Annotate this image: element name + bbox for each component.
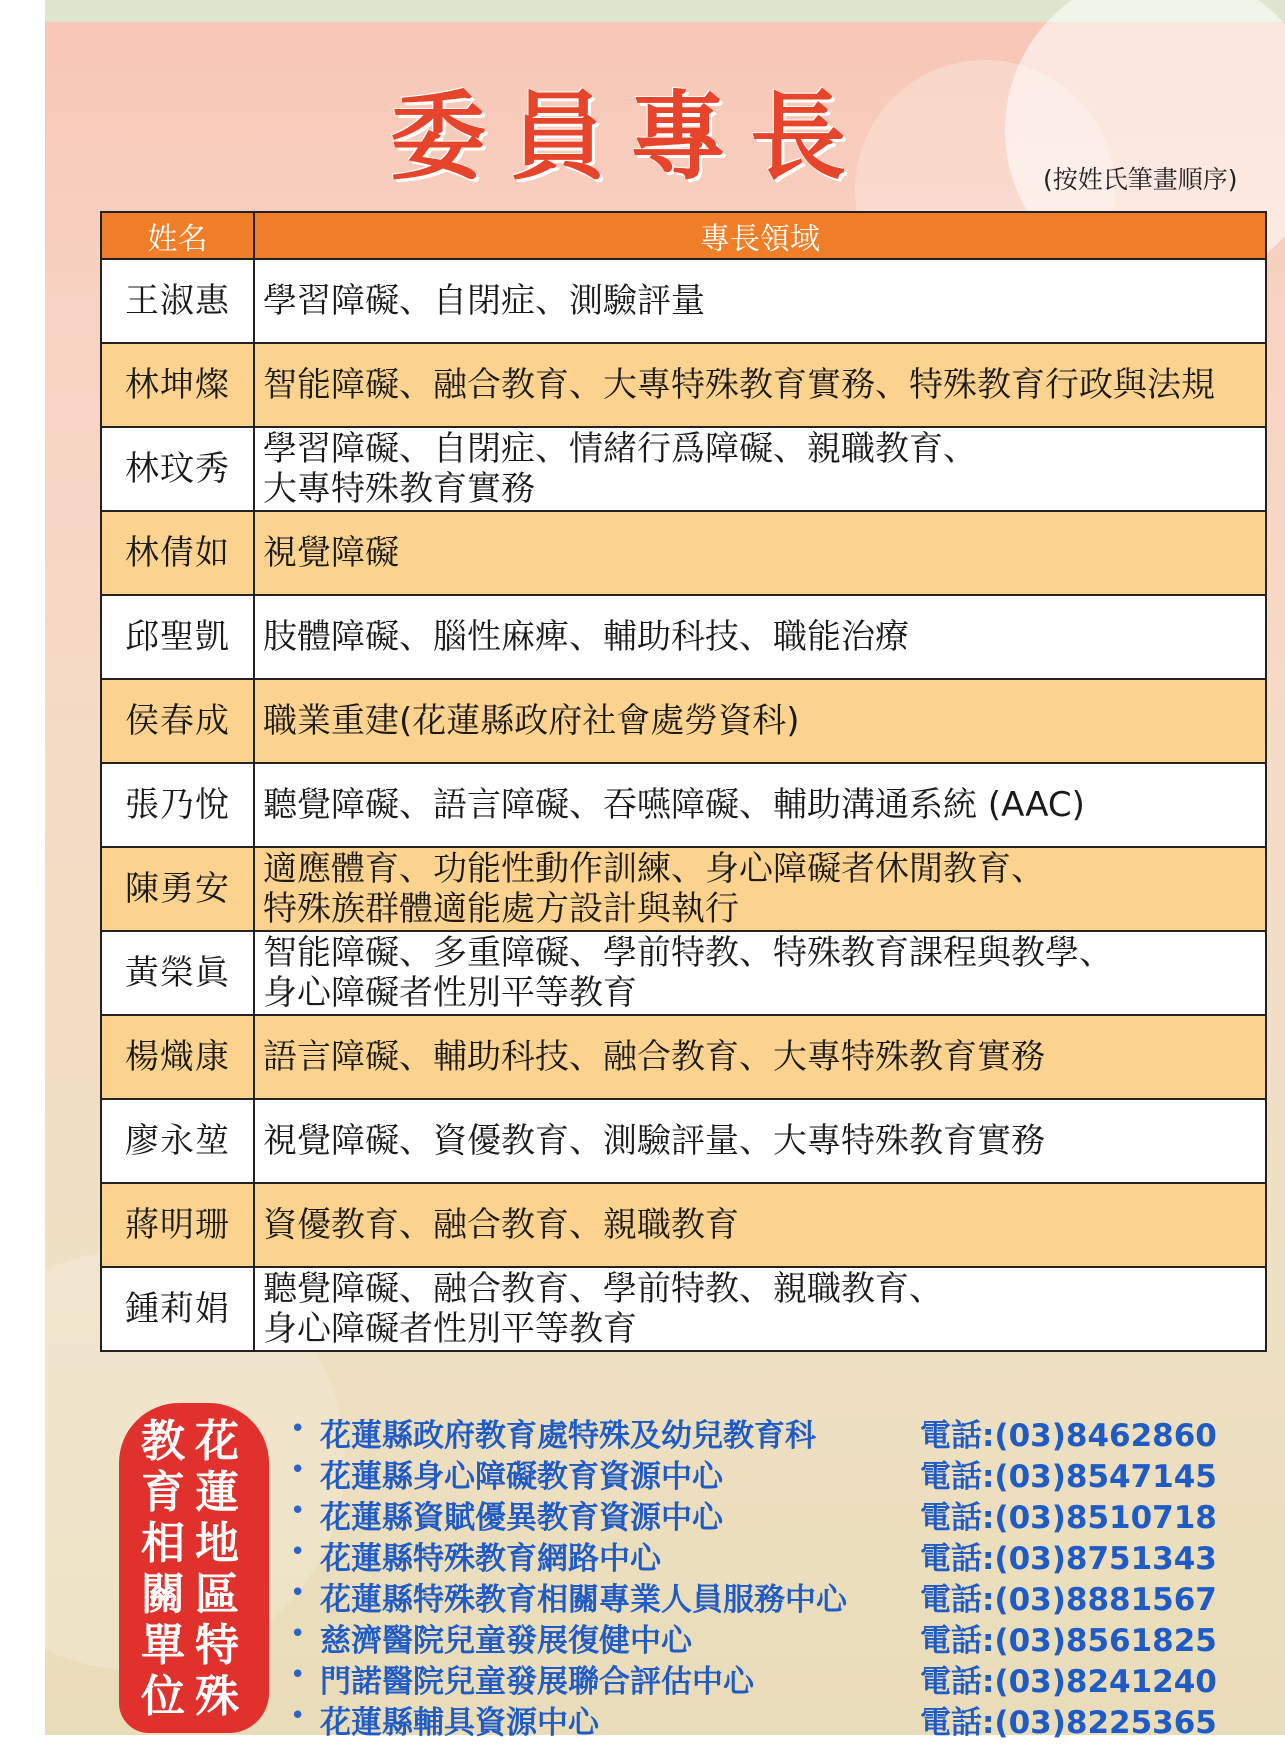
table-row (101, 1015, 1266, 1099)
expertise-line: 聽覺障礙、融合教育、學前特教、親職教育、 (263, 1269, 943, 1309)
member-expertise (254, 259, 1266, 343)
unit-phone: 電話:(03)8462860 (920, 1418, 1217, 1454)
page-title: 委員專長 (390, 81, 870, 193)
member-name: 楊熾康 (101, 1015, 254, 1099)
unit-name: 花蓮縣特殊教育相關專業人員服務中心 (320, 1582, 847, 1618)
list-item (290, 1410, 1280, 1454)
bullet-icon: • (290, 1701, 306, 1731)
unit-name: 花蓮縣資賦優異教育資源中心 (320, 1500, 723, 1536)
unit-list (290, 1410, 1280, 1741)
member-expertise (254, 511, 1266, 595)
table-row (101, 1183, 1266, 1267)
unit-name: 門諾醫院兒童發展聯合評估中心 (320, 1664, 754, 1700)
column-header-expertise: 專長領域 (254, 212, 1266, 259)
expertise-line: 適應體育、功能性動作訓練、身心障礙者休閒教育、 (263, 849, 1045, 889)
member-name: 張乃悅 (101, 763, 254, 847)
badge-text-left: 教育相關單位 (141, 1416, 185, 1722)
bullet-icon: • (290, 1660, 306, 1690)
table-row (101, 847, 1266, 931)
unit-name: 花蓮縣政府教育處特殊及幼兒教育科 (320, 1418, 816, 1454)
bullet-icon: • (290, 1414, 306, 1444)
member-expertise (254, 427, 1266, 511)
list-item (290, 1697, 1280, 1741)
member-expertise (254, 763, 1266, 847)
list-item (290, 1492, 1280, 1536)
expertise-line: 身心障礙者性別平等教育 (263, 1309, 637, 1349)
member-expertise (254, 847, 1266, 931)
member-name: 王淑惠 (101, 259, 254, 343)
member-expertise (254, 1099, 1266, 1183)
member-name: 廖永堃 (101, 1099, 254, 1183)
expertise-line: 學習障礙、自閉症、情緒行爲障礙、親職教育、 (263, 429, 977, 469)
list-item (290, 1656, 1280, 1700)
list-item (290, 1451, 1280, 1495)
unit-phone: 電話:(03)8547145 (920, 1459, 1217, 1495)
table-header-row (101, 212, 1266, 259)
table-row (101, 1099, 1266, 1183)
expertise-line: 職業重建(花蓮縣政府社會處勞資科) (263, 701, 800, 741)
member-expertise (254, 679, 1266, 763)
member-name: 邱聖凱 (101, 595, 254, 679)
table-row (101, 511, 1266, 595)
table-row (101, 931, 1266, 1015)
badge-text-right: 花蓮地區特殊 (195, 1416, 239, 1722)
member-expertise (254, 1015, 1266, 1099)
expertise-line: 智能障礙、融合教育、大專特殊教育實務、特殊教育行政與法規 (263, 365, 1215, 405)
unit-phone: 電話:(03)8510718 (920, 1500, 1217, 1536)
unit-name: 花蓮縣特殊教育網路中心 (320, 1541, 661, 1577)
member-name: 鍾莉娟 (101, 1267, 254, 1351)
member-name: 林玟秀 (101, 427, 254, 511)
table-row (101, 259, 1266, 343)
sort-note: (按姓氏筆畫順序) (1043, 165, 1238, 194)
member-expertise (254, 931, 1266, 1015)
unit-name: 慈濟醫院兒童發展復健中心 (320, 1623, 692, 1659)
expertise-line: 身心障礙者性別平等教育 (263, 973, 637, 1013)
table-row (101, 427, 1266, 511)
unit-name: 花蓮縣輔具資源中心 (320, 1705, 599, 1741)
member-expertise (254, 595, 1266, 679)
unit-name: 花蓮縣身心障礙教育資源中心 (320, 1459, 723, 1495)
expertise-line: 學習障礙、自閉症、測驗評量 (263, 281, 705, 321)
expertise-line: 智能障礙、多重障礙、學前特教、特殊教育課程與教學、 (263, 933, 1113, 973)
expertise-line: 語言障礙、輔助科技、融合教育、大專特殊教育實務 (263, 1037, 1045, 1077)
table-row (101, 1267, 1266, 1351)
member-name: 黃榮眞 (101, 931, 254, 1015)
member-expertise (254, 343, 1266, 427)
table-row (101, 595, 1266, 679)
expertise-line: 特殊族群體適能處方設計與執行 (263, 889, 739, 929)
bullet-icon: • (290, 1455, 306, 1485)
member-name: 林坤燦 (101, 343, 254, 427)
expertise-line: 視覺障礙 (263, 533, 399, 573)
unit-phone: 電話:(03)8225365 (920, 1705, 1217, 1741)
expertise-line: 肢體障礙、腦性麻痺、輔助科技、職能治療 (263, 617, 909, 657)
member-name: 蔣明珊 (101, 1183, 254, 1267)
unit-phone: 電話:(03)8751343 (920, 1541, 1217, 1577)
bullet-icon: • (290, 1496, 306, 1526)
expertise-line: 聽覺障礙、語言障礙、吞嚥障礙、輔助溝通系統 (AAC) (263, 785, 1085, 825)
list-item (290, 1574, 1280, 1618)
expertise-line: 視覺障礙、資優教育、測驗評量、大專特殊教育實務 (263, 1121, 1045, 1161)
expertise-line: 大專特殊教育實務 (263, 469, 535, 509)
member-name: 侯春成 (101, 679, 254, 763)
list-item (290, 1533, 1280, 1577)
table-row (101, 343, 1266, 427)
table-row (101, 679, 1266, 763)
member-name: 陳勇安 (101, 847, 254, 931)
member-name: 林倩如 (101, 511, 254, 595)
unit-phone: 電話:(03)8561825 (920, 1623, 1217, 1659)
bullet-icon: • (290, 1619, 306, 1649)
table-body (101, 259, 1266, 1351)
member-expertise (254, 1267, 1266, 1351)
expertise-table (100, 211, 1267, 1352)
member-expertise (254, 1183, 1266, 1267)
bullet-icon: • (290, 1578, 306, 1608)
badge-tail (242, 1690, 268, 1724)
unit-phone: 電話:(03)8881567 (920, 1582, 1217, 1618)
unit-phone: 電話:(03)8241240 (920, 1664, 1217, 1700)
expertise-line: 資優教育、融合教育、親職教育 (263, 1205, 739, 1245)
column-header-name: 姓名 (101, 212, 254, 259)
bullet-icon: • (290, 1537, 306, 1567)
list-item (290, 1615, 1280, 1659)
table-row (101, 763, 1266, 847)
